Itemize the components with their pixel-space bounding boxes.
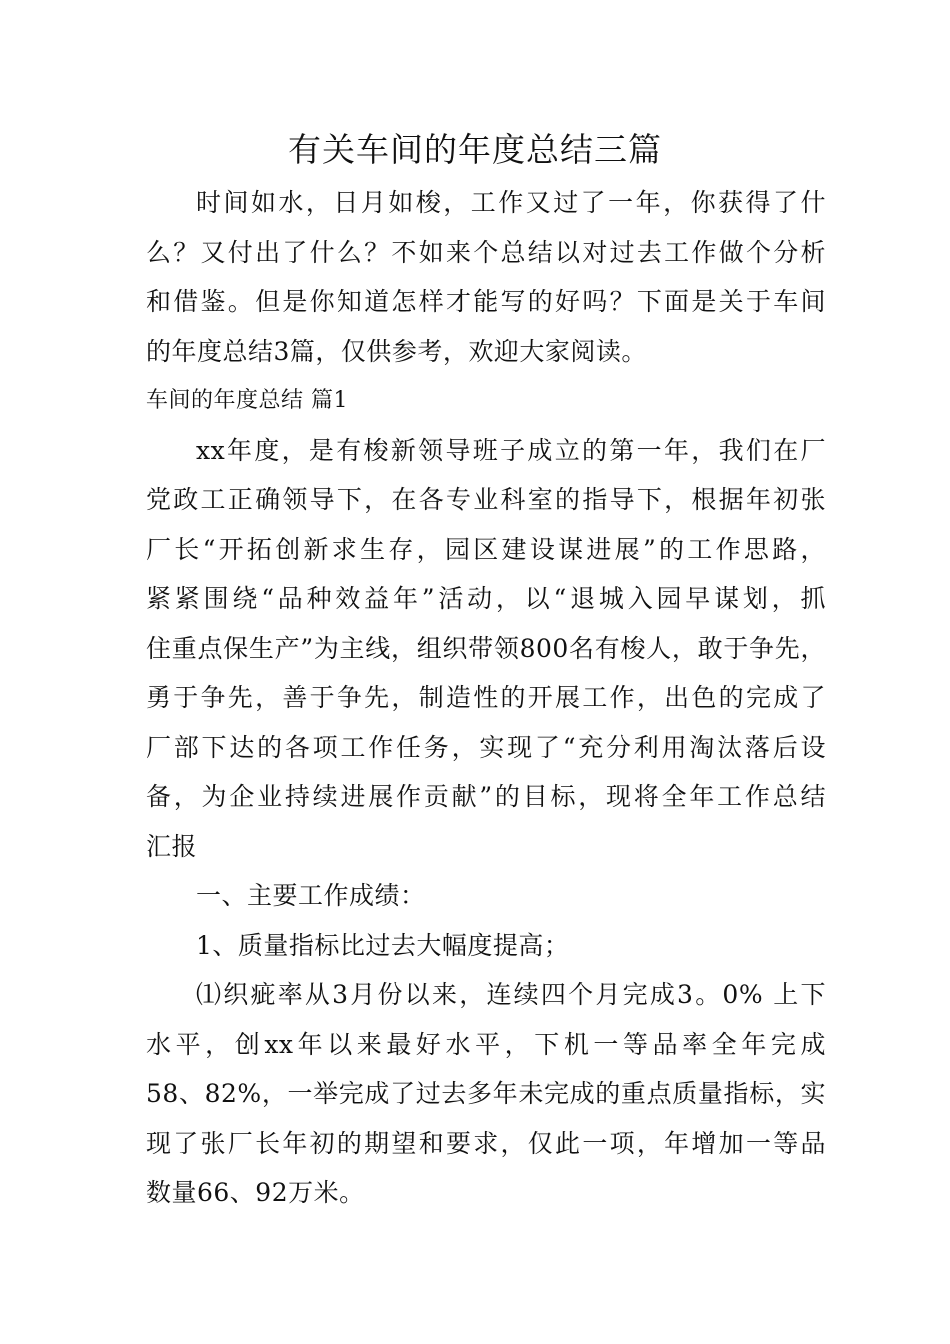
paragraph-line: 备，为企业持续进展作贡献”的目标，现将全年工作总结: [146, 782, 826, 811]
document-body: [146, 178, 826, 1218]
paragraph-line: 住重点保生产”为主线，组织带领800名有梭人，敢于争先，: [146, 633, 826, 663]
paragraph-line: xx年度，是有梭新领导班子成立的第一年，我们在厂: [196, 435, 826, 465]
section-heading: 车间的年度总结 篇1: [146, 388, 348, 413]
document-title: 有关车间的年度总结三篇: [288, 130, 662, 169]
paragraph-line: ⑴织疵率从3月份以来，连续四个月完成3。0% 上下: [196, 980, 826, 1009]
paragraph-line: 水平，创xx年以来最好水平，下机一等品率全年完成: [146, 1029, 826, 1059]
paragraph-line: 紧紧围绕“品种效益年”活动，以“退城入园早谋划，抓: [146, 584, 826, 613]
paragraph-line: 数量66、92万米。: [146, 1178, 365, 1207]
paragraph-line: 1、质量指标比过去大幅度提高；: [196, 930, 570, 960]
paragraph-line: 58、82%，一举完成了过去多年未完成的重点质量指标，实: [146, 1079, 826, 1108]
paragraph-line: 党政工正确领导下，在各专业科室的指导下，根据年初张: [146, 485, 826, 514]
paragraph-line: 么？又付出了什么？不如来个总结以对过去工作做个分析: [146, 237, 826, 267]
paragraph-line: 和借鉴。但是你知道怎样才能写的好吗？下面是关于车间: [146, 287, 826, 316]
paragraph-line: 汇报: [146, 831, 198, 861]
paragraph-line: 厂长“开拓创新求生存，园区建设谋进展”的工作思路，: [146, 534, 826, 564]
paragraph-line: 现了张厂长年初的期望和要求，仅此一项，年增加一等品: [146, 1128, 826, 1158]
paragraph-line: 的年度总结3篇，仅供参考，欢迎大家阅读。: [146, 336, 647, 366]
paragraph-line: 厂部下达的各项工作任务，实现了“充分利用淘汰落后设: [146, 732, 826, 762]
paragraph-line: 一、主要工作成绩：: [196, 881, 426, 910]
paragraph-line: 勇于争先，善于争先，制造性的开展工作，出色的完成了: [146, 683, 826, 712]
paragraph-line: 时间如水，日月如梭，工作又过了一年，你获得了什: [196, 188, 826, 217]
